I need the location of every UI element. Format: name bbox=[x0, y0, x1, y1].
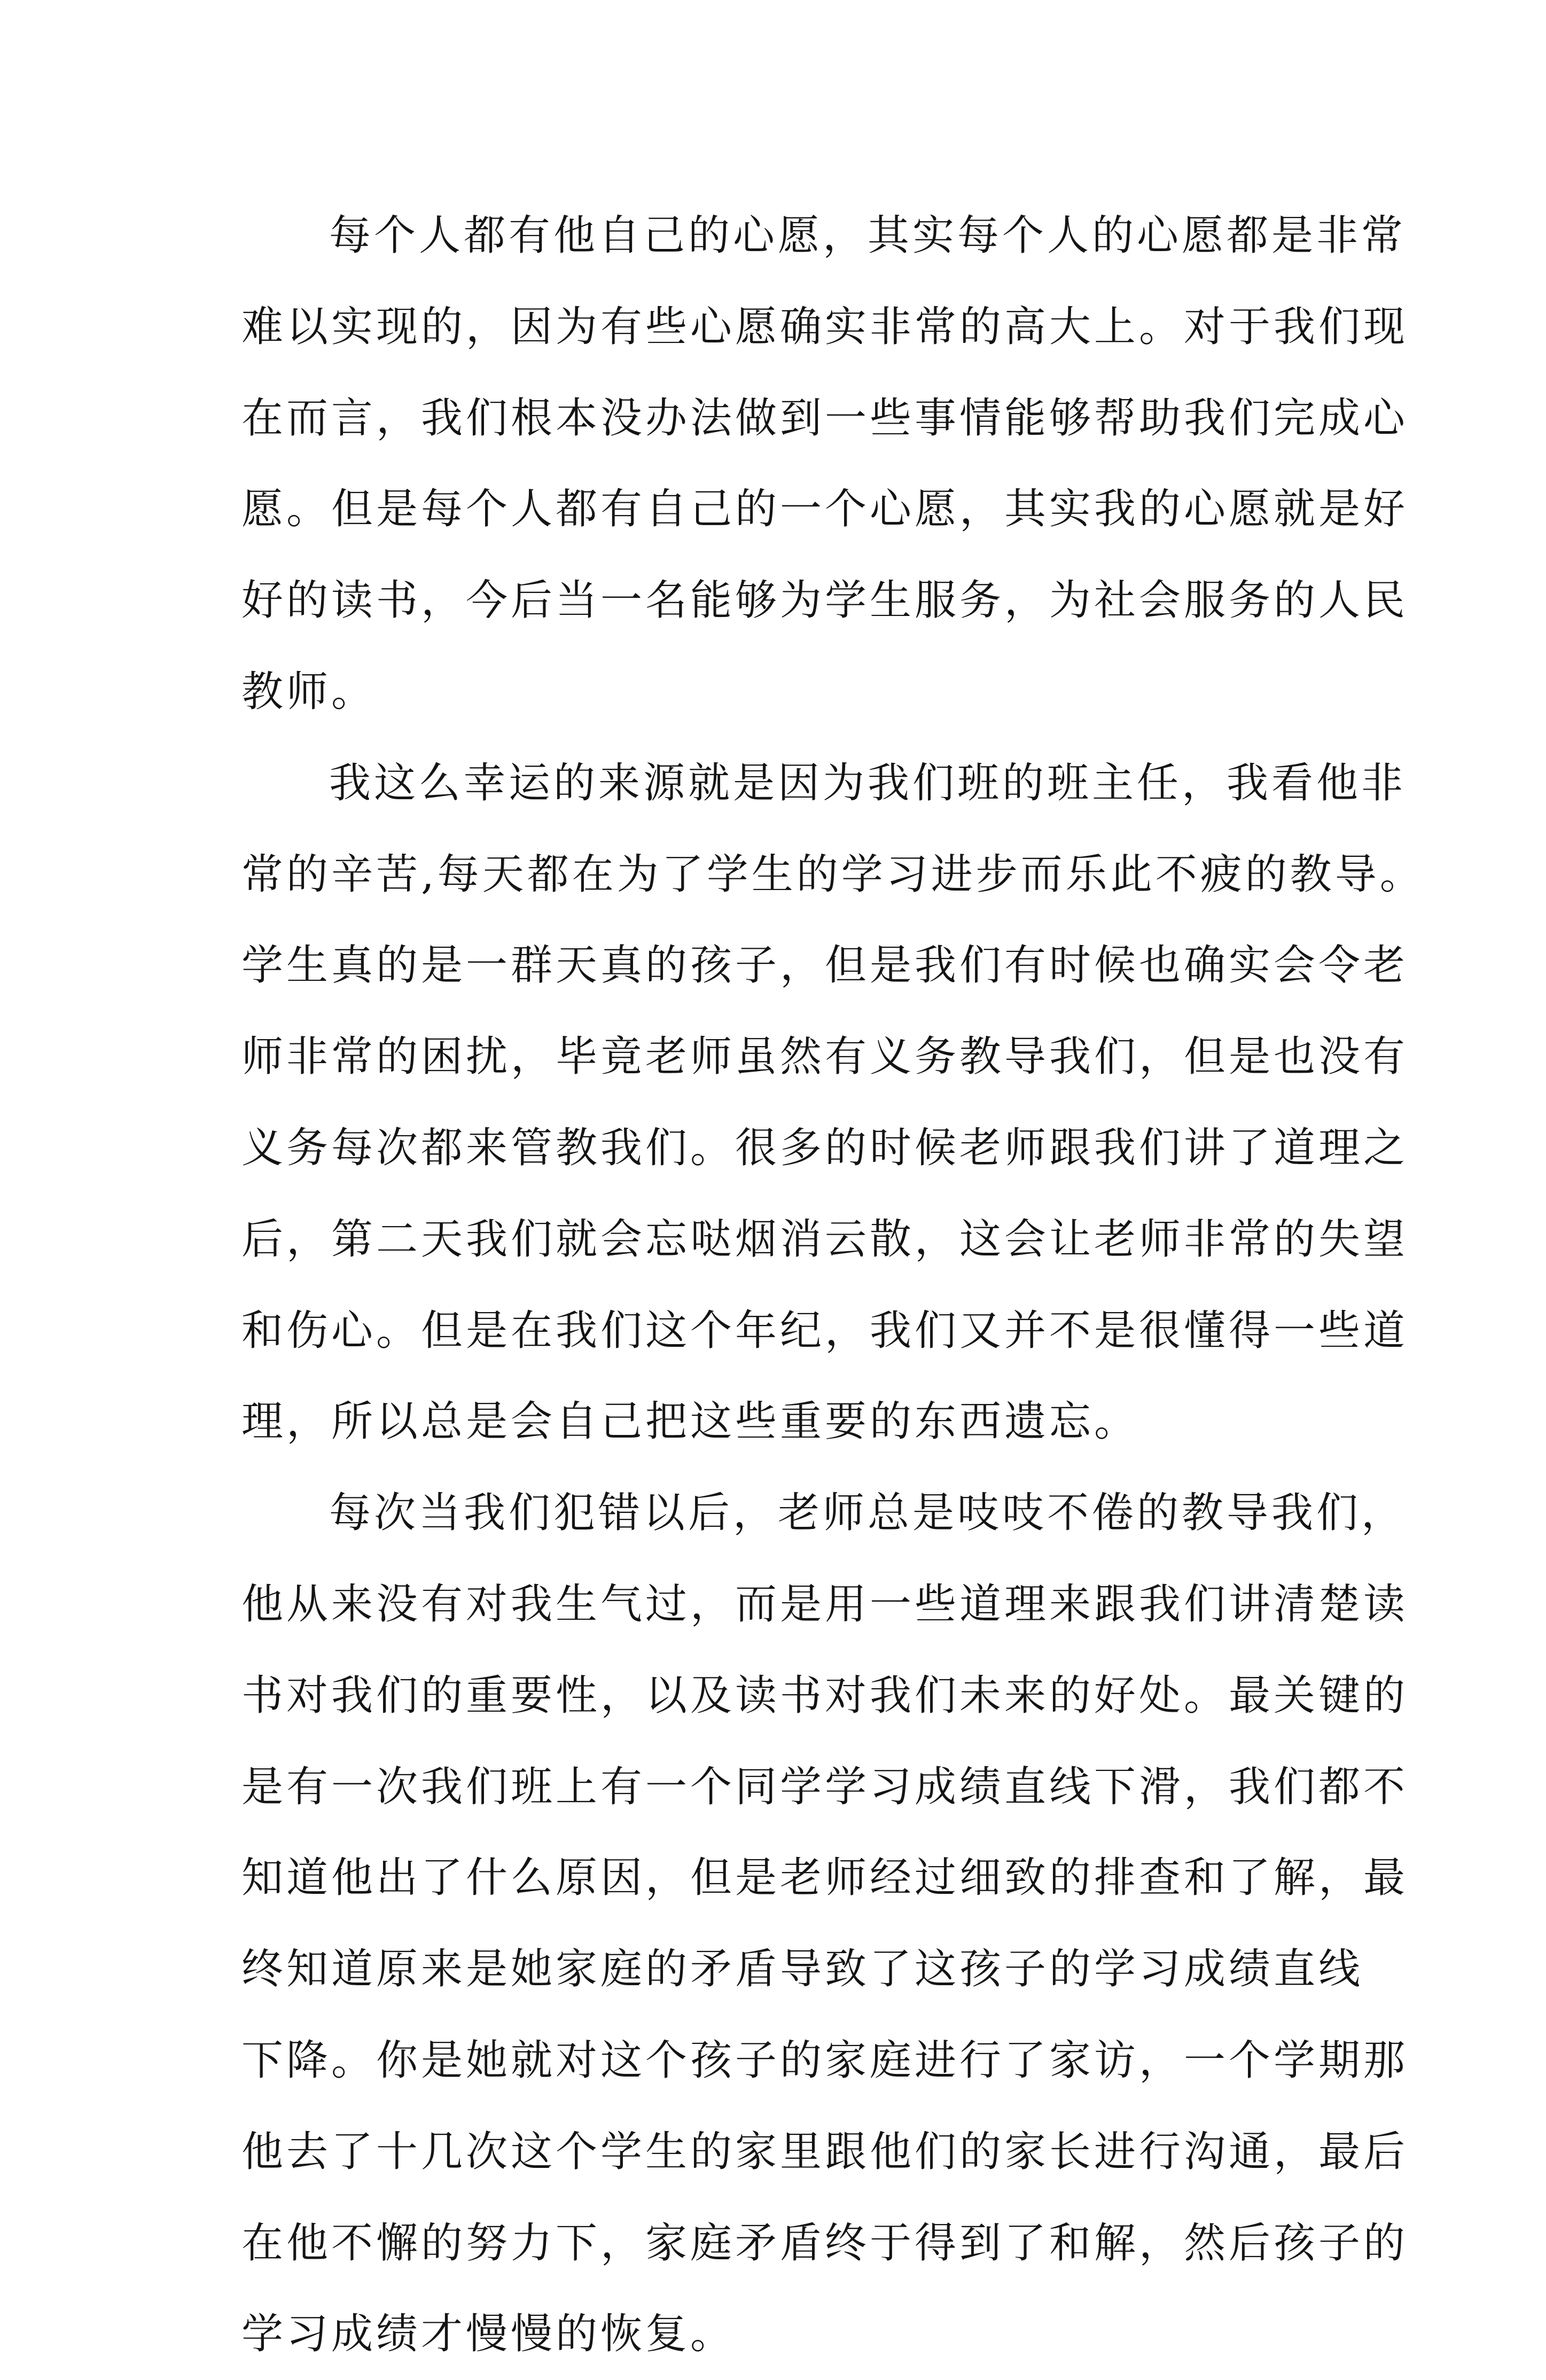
paragraph-line: 学生真的是一群天真的孩子，但是我们有时候也确实会令老 bbox=[241, 941, 1409, 990]
paragraph-line: 常的辛苦,每天都在为了学生的学习进步而乐此不疲的教导。 bbox=[241, 850, 1425, 899]
paragraph-line: 难以实现的，因为有些心愿确实非常的高大上。对于我们现 bbox=[241, 302, 1409, 351]
paragraph-line: 愿。但是每个人都有自己的一个心愿，其实我的心愿就是好 bbox=[241, 485, 1409, 534]
paragraph-line: 后，第二天我们就会忘哒烟消云散，这会让老师非常的失望 bbox=[241, 1215, 1409, 1263]
paragraph-line: 教师。 bbox=[241, 667, 377, 716]
paragraph-2 bbox=[241, 738, 1425, 1468]
paragraph-line: 每个人都有他自己的心愿，其实每个人的心愿都是非常 bbox=[329, 212, 1407, 260]
paragraph-line: 知道他出了什么原因，但是老师经过细致的排查和了解，最 bbox=[241, 1854, 1409, 1902]
paragraph-line: 义务每次都来管教我们。很多的时候老师跟我们讲了道理之 bbox=[241, 1123, 1409, 1172]
paragraph-line: 每次当我们犯错以后，老师总是吱吱不倦的教导我们， bbox=[329, 1489, 1407, 1538]
paragraph-line: 在他不懈的努力下，家庭矛盾终于得到了和解，然后孩子的 bbox=[241, 2219, 1409, 2267]
paragraph-line: 是有一次我们班上有一个同学学习成绩直线下滑，我们都不 bbox=[241, 1762, 1409, 1811]
paragraph-line: 他去了十几次这个学生的家里跟他们的家长进行沟通，最后 bbox=[241, 2127, 1409, 2176]
paragraph-line: 在而言，我们根本没办法做到一些事情能够帮助我们完成心 bbox=[241, 394, 1409, 442]
paragraph-3 bbox=[241, 1468, 1409, 2380]
paragraph-line: 和伤心。但是在我们这个年纪，我们又并不是很懂得一些道 bbox=[241, 1306, 1409, 1355]
paragraph-line: 师非常的困扰，毕竟老师虽然有义务教导我们，但是也没有 bbox=[241, 1033, 1409, 1081]
paragraph-line: 终知道原来是她家庭的矛盾导致了这孩子的学习成绩直线 bbox=[241, 1945, 1364, 1994]
paragraph-line: 下降。你是她就对这个孩子的家庭进行了家访，一个学期那 bbox=[241, 2036, 1409, 2085]
body-text bbox=[241, 190, 1425, 2380]
paragraph-line: 好的读书，今后当一名能够为学生服务，为社会服务的人民 bbox=[241, 576, 1409, 625]
paragraph-line: 书对我们的重要性，以及读书对我们未来的好处。最关键的 bbox=[241, 1671, 1409, 1720]
paragraph-line: 他从来没有对我生气过，而是用一些道理来跟我们讲清楚读 bbox=[241, 1580, 1409, 1628]
paragraph-1 bbox=[241, 190, 1409, 738]
paragraph-line: 学习成绩才慢慢的恢复。 bbox=[241, 2310, 736, 2359]
paragraph-line: 我这么幸运的来源就是因为我们班的班主任，我看他非 bbox=[329, 759, 1407, 807]
paragraph-line: 理，所以总是会自己把这些重要的东西遗忘。 bbox=[241, 1398, 1139, 1446]
